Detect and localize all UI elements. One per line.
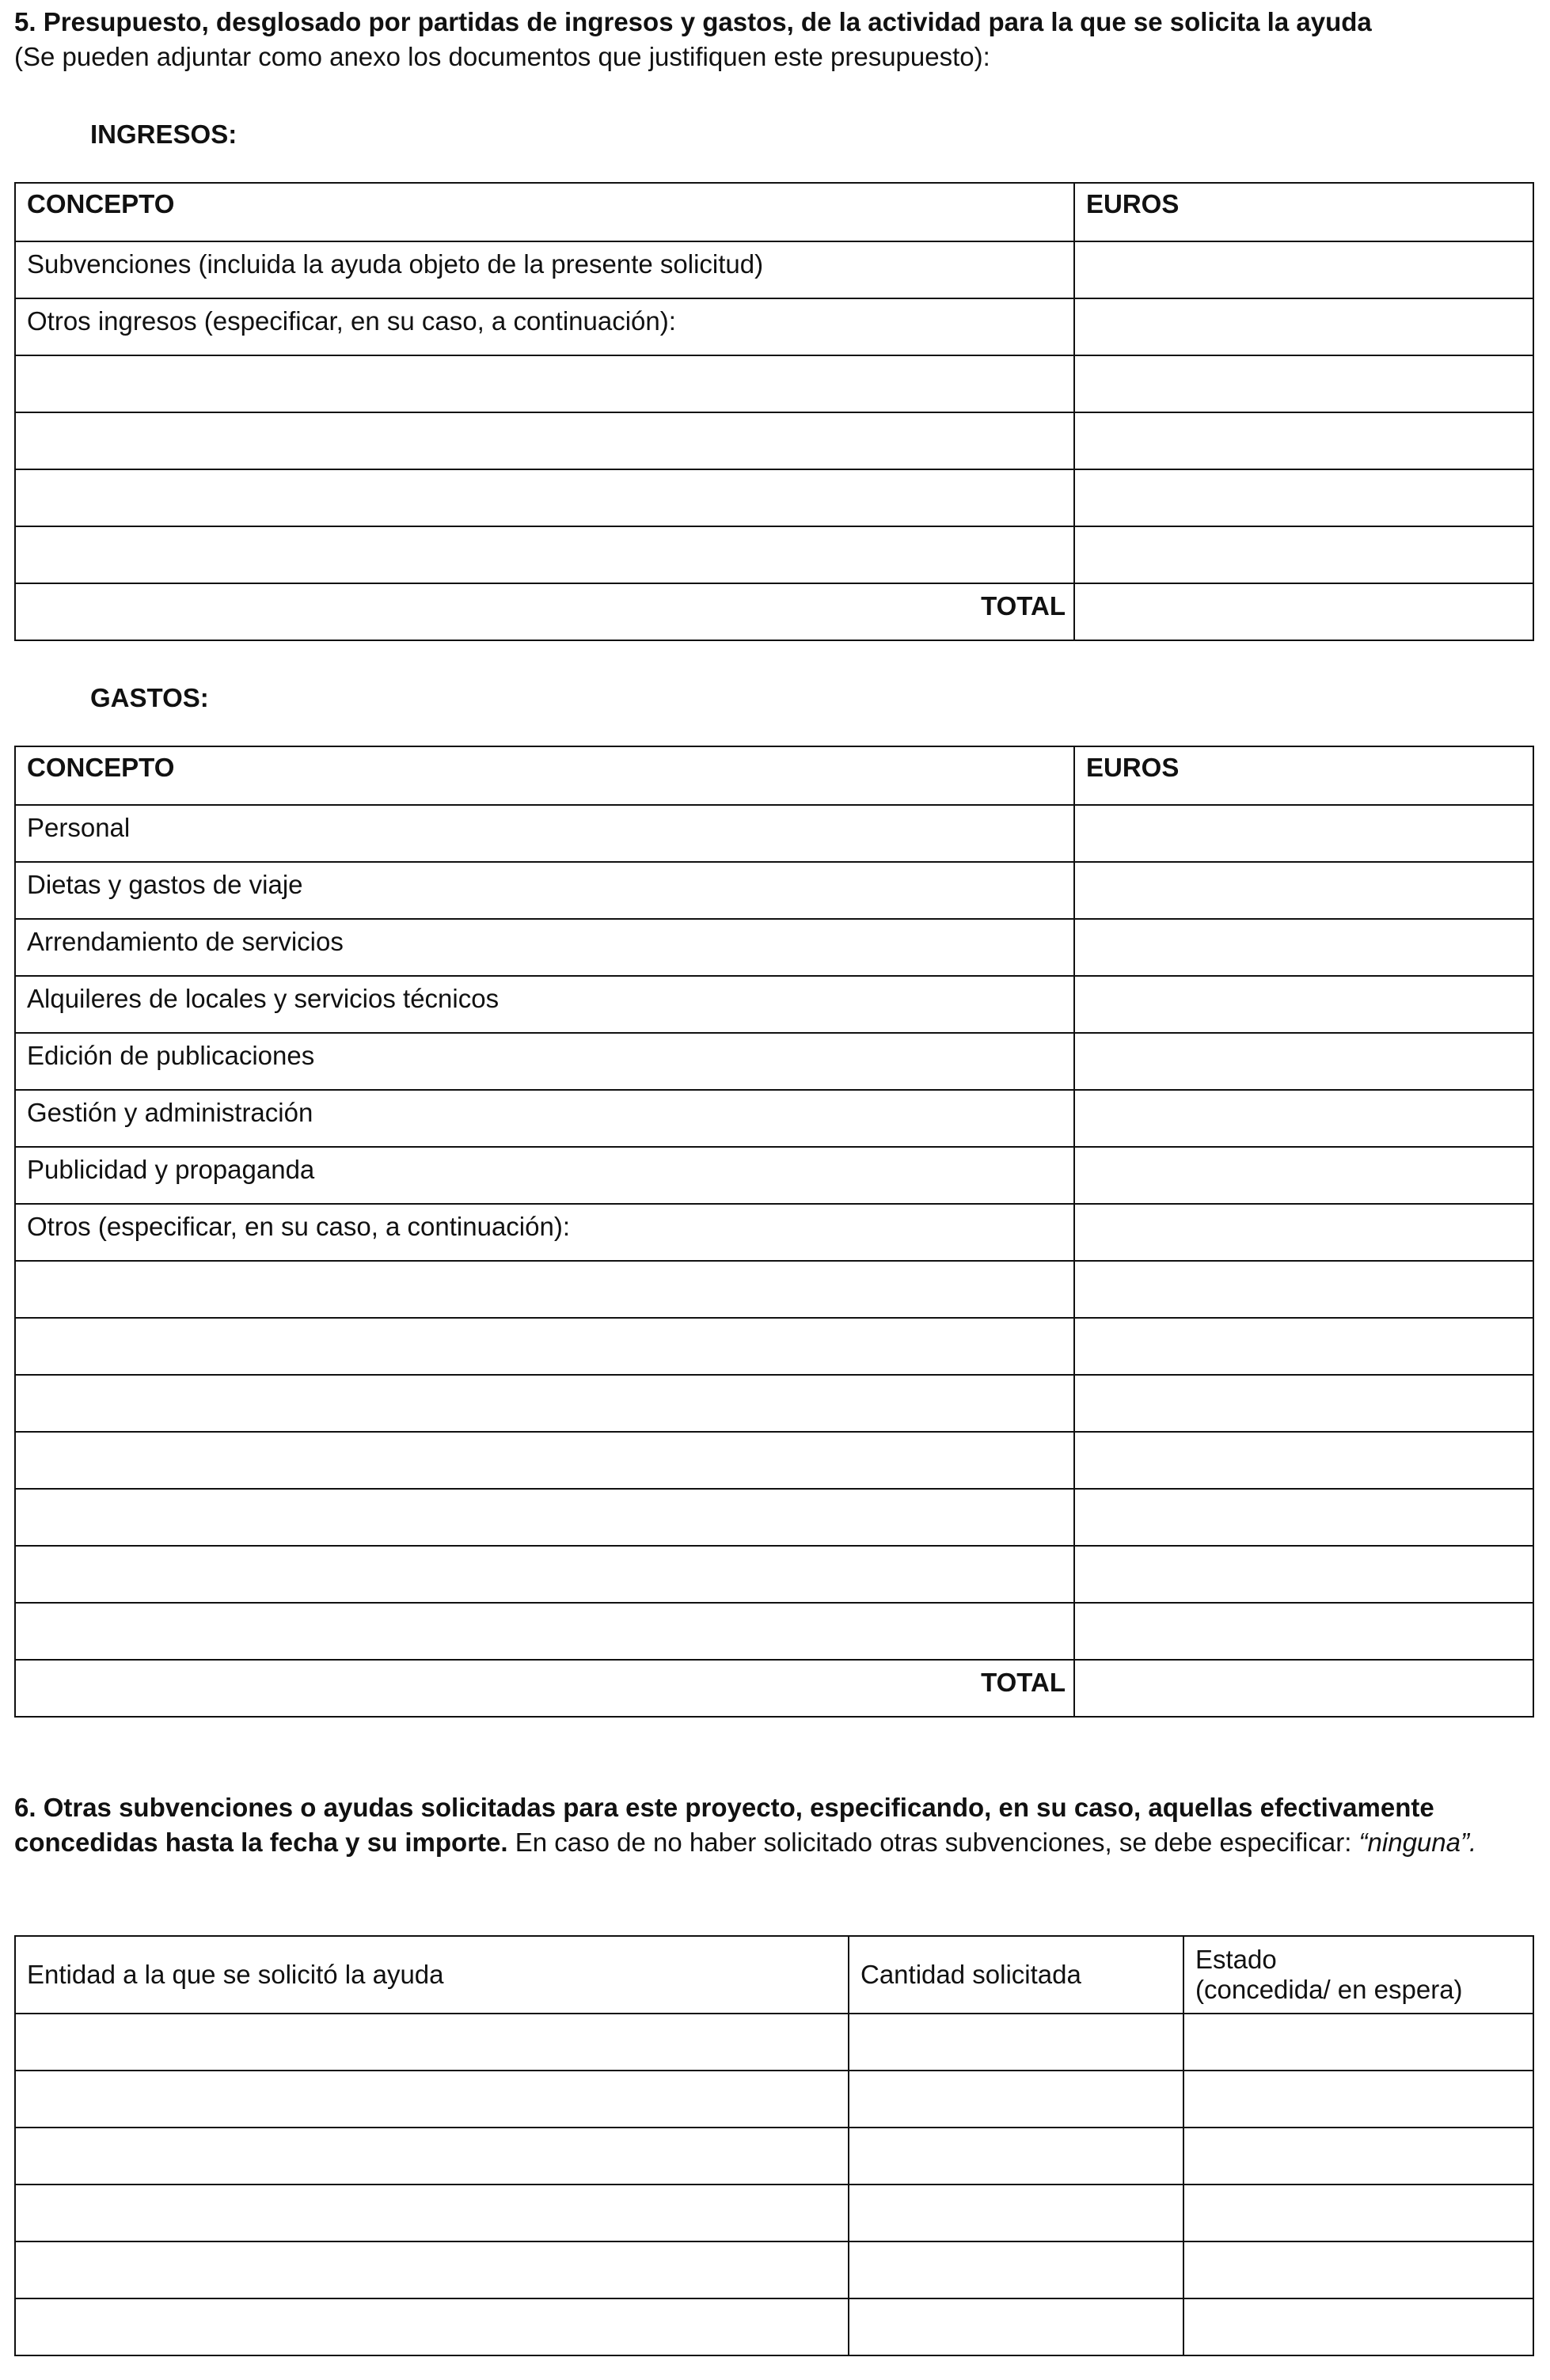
grants-col-estado-line1: Estado <box>1195 1945 1277 1974</box>
grants-cantidad-cell[interactable] <box>849 2298 1183 2355</box>
grants-estado-cell[interactable] <box>1183 2128 1533 2185</box>
gastos-concepto-cell[interactable] <box>15 1489 1074 1546</box>
ingresos-heading: INGRESOS: <box>90 120 237 149</box>
ingresos-row <box>15 355 1533 412</box>
gastos-euros-cell[interactable] <box>1074 1033 1533 1090</box>
grants-entidad-cell[interactable] <box>15 2071 849 2128</box>
ingresos-concepto-cell[interactable] <box>15 355 1074 412</box>
gastos-euros-cell[interactable] <box>1074 1603 1533 1660</box>
ingresos-euros-cell[interactable] <box>1074 526 1533 583</box>
ingresos-row <box>15 469 1533 526</box>
grants-cantidad-cell[interactable] <box>849 2071 1183 2128</box>
section-6-title-italic: “ninguna”. <box>1358 1828 1477 1857</box>
ingresos-row <box>15 526 1533 583</box>
gastos-concepto-cell[interactable] <box>15 1375 1074 1432</box>
gastos-concepto-cell[interactable] <box>15 1318 1074 1375</box>
gastos-euros-cell[interactable] <box>1074 1546 1533 1603</box>
gastos-euros-cell[interactable] <box>1074 1204 1533 1261</box>
gastos-concepto-cell[interactable]: Otros (especificar, en su caso, a continuación): <box>15 1204 1074 1261</box>
ingresos-col-concepto: CONCEPTO <box>15 183 1074 241</box>
gastos-row <box>15 1489 1533 1546</box>
gastos-concepto-cell[interactable]: Dietas y gastos de viaje <box>15 862 1074 919</box>
gastos-concepto-cell[interactable]: Arrendamiento de servicios <box>15 919 1074 976</box>
grants-estado-cell[interactable] <box>1183 2014 1533 2071</box>
gastos-table <box>14 746 1534 1718</box>
ingresos-concepto-cell[interactable] <box>15 412 1074 469</box>
gastos-row <box>15 862 1533 919</box>
gastos-euros-cell[interactable] <box>1074 1261 1533 1318</box>
gastos-row <box>15 1033 1533 1090</box>
grants-cantidad-cell[interactable] <box>849 2185 1183 2241</box>
ingresos-concepto-cell[interactable] <box>15 526 1074 583</box>
grants-cantidad-cell[interactable] <box>849 2014 1183 2071</box>
ingresos-col-euros: EUROS <box>1074 183 1533 241</box>
gastos-concepto-cell[interactable]: Personal <box>15 805 1074 862</box>
gastos-euros-cell[interactable] <box>1074 1489 1533 1546</box>
grants-col-cantidad: Cantidad solicitada <box>849 1936 1183 2014</box>
gastos-euros-cell[interactable] <box>1074 805 1533 862</box>
section-5-title-note: (Se pueden adjuntar como anexo los documentos que justifiquen este presupuesto): <box>14 42 990 71</box>
gastos-row <box>15 1090 1533 1147</box>
gastos-concepto-cell[interactable] <box>15 1432 1074 1489</box>
ingresos-concepto-cell[interactable]: Otros ingresos (especificar, en su caso, a continuación): <box>15 298 1074 355</box>
gastos-total-label: TOTAL <box>15 1660 1074 1717</box>
gastos-row <box>15 1318 1533 1375</box>
ingresos-row <box>15 241 1533 298</box>
gastos-euros-cell[interactable] <box>1074 919 1533 976</box>
gastos-col-euros: EUROS <box>1074 746 1533 805</box>
gastos-concepto-cell[interactable]: Publicidad y propaganda <box>15 1147 1074 1204</box>
gastos-row <box>15 919 1533 976</box>
gastos-total-value[interactable] <box>1074 1660 1533 1717</box>
gastos-row <box>15 1261 1533 1318</box>
ingresos-euros-cell[interactable] <box>1074 412 1533 469</box>
gastos-euros-cell[interactable] <box>1074 1432 1533 1489</box>
ingresos-concepto-cell[interactable]: Subvenciones (incluida la ayuda objeto de la presente solicitud) <box>15 241 1074 298</box>
gastos-concepto-cell[interactable]: Edición de publicaciones <box>15 1033 1074 1090</box>
grants-entidad-cell[interactable] <box>15 2014 849 2071</box>
grants-cantidad-cell[interactable] <box>849 2241 1183 2298</box>
grants-row <box>15 2298 1533 2355</box>
gastos-row <box>15 805 1533 862</box>
ingresos-euros-cell[interactable] <box>1074 298 1533 355</box>
section-6-title-rest: En caso de no haber solicitado otras subvenciones, se debe especificar: <box>507 1828 1359 1857</box>
gastos-euros-cell[interactable] <box>1074 1318 1533 1375</box>
gastos-euros-cell[interactable] <box>1074 1147 1533 1204</box>
gastos-header-row <box>15 746 1533 805</box>
gastos-concepto-cell[interactable]: Gestión y administración <box>15 1090 1074 1147</box>
ingresos-total-value[interactable] <box>1074 583 1533 640</box>
gastos-col-concepto: CONCEPTO <box>15 746 1074 805</box>
gastos-concepto-cell[interactable] <box>15 1261 1074 1318</box>
gastos-euros-cell[interactable] <box>1074 1090 1533 1147</box>
section-6-title <box>14 1790 1518 1860</box>
grants-col-estado <box>1183 1936 1533 2014</box>
gastos-concepto-cell[interactable] <box>15 1603 1074 1660</box>
grants-row <box>15 2241 1533 2298</box>
grants-row <box>15 2128 1533 2185</box>
ingresos-euros-cell[interactable] <box>1074 241 1533 298</box>
grants-entidad-cell[interactable] <box>15 2241 849 2298</box>
grants-entidad-cell[interactable] <box>15 2128 849 2185</box>
gastos-concepto-cell[interactable]: Alquileres de locales y servicios técnicos <box>15 976 1074 1033</box>
gastos-row <box>15 1546 1533 1603</box>
gastos-euros-cell[interactable] <box>1074 1375 1533 1432</box>
gastos-concepto-cell[interactable] <box>15 1546 1074 1603</box>
gastos-total-row <box>15 1660 1533 1717</box>
grants-header-row <box>15 1936 1533 2014</box>
section-5-title <box>14 5 1534 74</box>
gastos-row <box>15 1375 1533 1432</box>
gastos-euros-cell[interactable] <box>1074 862 1533 919</box>
gastos-euros-cell[interactable] <box>1074 976 1533 1033</box>
ingresos-row <box>15 412 1533 469</box>
grants-col-entidad: Entidad a la que se solicitó la ayuda <box>15 1936 849 2014</box>
gastos-row <box>15 1147 1533 1204</box>
grants-cantidad-cell[interactable] <box>849 2128 1183 2185</box>
grants-col-estado-line2: (concedida/ en espera) <box>1195 1975 1463 2004</box>
ingresos-euros-cell[interactable] <box>1074 355 1533 412</box>
section-5-title-bold: 5. Presupuesto, desglosado por partidas de ingresos y gastos, de la actividad para la que se solicita la ayuda <box>14 7 1372 36</box>
grants-row <box>15 2185 1533 2241</box>
grants-estado-cell[interactable] <box>1183 2071 1533 2128</box>
gastos-heading: GASTOS: <box>90 683 209 712</box>
ingresos-concepto-cell[interactable] <box>15 469 1074 526</box>
grants-row <box>15 2014 1533 2071</box>
grants-estado-cell[interactable] <box>1183 2185 1533 2241</box>
gastos-row <box>15 1204 1533 1261</box>
ingresos-euros-cell[interactable] <box>1074 469 1533 526</box>
grants-estado-cell[interactable] <box>1183 2298 1533 2355</box>
ingresos-total-label: TOTAL <box>15 583 1074 640</box>
ingresos-total-row <box>15 583 1533 640</box>
gastos-row <box>15 1432 1533 1489</box>
other-grants-table <box>14 1935 1534 2356</box>
ingresos-table <box>14 182 1534 641</box>
ingresos-row <box>15 298 1533 355</box>
grants-entidad-cell[interactable] <box>15 2298 849 2355</box>
grants-row <box>15 2071 1533 2128</box>
section-6-title-bold: 6. Otras subvenciones o ayudas solicitadas para este proyecto, especificando, en su caso, aquellas efectivamente concedidas hasta la fecha y su importe. <box>14 1793 1434 1857</box>
grants-entidad-cell[interactable] <box>15 2185 849 2241</box>
gastos-row <box>15 976 1533 1033</box>
gastos-row <box>15 1603 1533 1660</box>
grants-estado-cell[interactable] <box>1183 2241 1533 2298</box>
ingresos-header-row <box>15 183 1533 241</box>
